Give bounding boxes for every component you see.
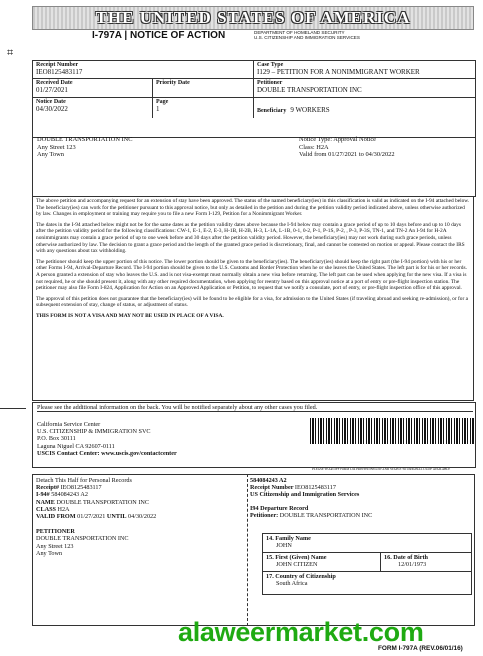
stub-receipt-label: Receipt# xyxy=(36,484,60,492)
family-name-cell xyxy=(263,534,471,553)
class-value: H2A xyxy=(316,143,329,151)
notice-date-value: 04/30/2022 xyxy=(36,105,68,113)
body-paragraph-2: The dates in the I-94 attached below might not be for the same dates as the petition validity dates above because the I-94 below may contain a grace period of up to 10 days before and up to 10 days after the petition validity period for the following classifications: CW-1, E-1, E-2, E-3, H-1B, H-2B, H-3, L-1A, L-1B, 0-1, 0-2, P-1, P-1S, P-2, , P-3, P-3S, TN-1, and TN-2 An I-94 for H-2A nonimmigrants may contain a grace period of up to one week before and 30 days after the petition validity period. However, the beneficiary(ies) may not work during such grace periods, unless otherwise authorized by law. The decision to grant a grace period and the length of the granted grace period is discretionary, final, and cannot be contested on motion or appeal. Please contact the IRS with any questions about tax withholding. xyxy=(36,221,465,255)
stub-class-label: CLASS xyxy=(36,505,56,513)
notice-date-label: Notice Date xyxy=(36,99,66,105)
class-row xyxy=(299,144,395,152)
sc-line-3: P.O. Box 30111 xyxy=(37,435,76,443)
stub-i94-label: I-94# xyxy=(36,491,50,499)
dob-label: 16. Date of Birth xyxy=(384,554,428,561)
contact-center-url: www.uscis.gov/contactcenter xyxy=(101,449,177,457)
valid-to-label: to xyxy=(358,151,364,159)
dob-cell xyxy=(381,553,471,572)
side-tag-icon: ⌗ xyxy=(7,47,14,59)
stub-name-value: DOUBLE TRANSPORTATION INC xyxy=(56,498,149,506)
footer-form-number: FORM I-797A (REV.06/01/16) xyxy=(378,645,463,652)
left-stub xyxy=(32,474,248,626)
beneficiary-label: Beneficiary xyxy=(257,108,287,114)
form-title: I-797A | NOTICE OF ACTION xyxy=(92,30,226,41)
stub-receipt-row xyxy=(36,484,156,491)
right-stub xyxy=(246,474,475,626)
notice-date-cell xyxy=(33,98,153,118)
stub-class-row xyxy=(36,506,156,513)
petitioner-cell xyxy=(254,79,475,98)
notice-type-row xyxy=(299,136,395,144)
top-table xyxy=(32,60,476,138)
case-type-cell xyxy=(254,61,475,79)
received-date-value: 01/27/2021 xyxy=(36,86,68,94)
not-a-visa-statement: THIS FORM IS NOT A VISA AND MAY NOT BE USED IN PLACE OF A VISA. xyxy=(36,312,224,319)
first-name-value: JOHN CITIZEN xyxy=(276,561,318,569)
valid-label: Valid from xyxy=(299,151,327,159)
stub-i94-row xyxy=(36,491,156,498)
valid-to-value: 04/30/2022 xyxy=(365,151,395,159)
notice-info xyxy=(299,136,395,159)
first-name-cell xyxy=(263,553,381,572)
barcode-icon xyxy=(310,418,474,444)
sc-line-4: Laguna Niguel CA 92607-0111 xyxy=(37,442,115,450)
first-name-label: 15. First (Given) Name xyxy=(266,554,327,561)
stub-i94-value: 584084243 A2 xyxy=(51,491,88,499)
contact-center-label: USCIS Contact Center: xyxy=(37,449,100,457)
receipt-cell xyxy=(33,61,254,79)
stub-valid-from: 01/27/2021 xyxy=(77,513,106,521)
body-paragraph-1: The above petition and accompanying request for an extension of stay have been approved. The status of the named beneficiary(ies) in this classification is valid as indicated on the I-94 attached below. The beneficiary(ies) can work for the petitioner pursuant to this approval notice, but only as detailed in the petition and during the petition validity period indicated above, unless otherwise authorized by law. Changes in employment or training may require you to file a new Form I-129, Petition for a Nonimmigrant Worker. xyxy=(36,198,470,218)
notice-type-label: Notice Type: xyxy=(299,136,332,143)
departure-record-label: I94 Departure Record xyxy=(250,504,309,512)
stub-petitioner-label: PETITIONER xyxy=(36,528,75,536)
body-paragraph-4: The approval of this petition does not guarantee that the beneficiary(ies) will be found to be eligible for a visa, for admission to the United States (if traveling abroad and seeking re-admission), or for a subsequent extension of stay, change of status, or adjustment of status. xyxy=(36,295,469,309)
case-type-label: Case Type xyxy=(257,62,284,68)
see-back-note: Please see the additional information on the back. You will be notified separately about any other cases you filed. xyxy=(37,404,473,412)
petitioner-label: Petitioner xyxy=(257,80,283,86)
petitioner-value: DOUBLE TRANSPORTATION INC xyxy=(257,86,362,94)
fold-mark xyxy=(0,408,26,409)
address-line-1: DOUBLE TRANSPORTATION INC xyxy=(37,136,133,143)
stub-pet-line-3: Any Town xyxy=(36,549,63,557)
agency-line-2: U.S. CITIZENSHIP AND IMMIGRATION SERVICES xyxy=(254,35,360,40)
body-paragraph-3: The petitioner should keep the upper portion of this notice. The lower portion should be given to the beneficiary(ies). The beneficiary(ies) should keep the right part (the I-94 portion) with his or her other Forms I-94, Arrival-Departure Record. The I-94 portion should be given to the U.S. Customs and Border Protection when he or she leaves the United States. The left part is for his or her records. A person granted a extension of stay who leaves the U.S. and is not visa-exempt must normally obtain a new visa before returning. The left part can be used when applying for the new visa. If a visa is not required, he or she should present it, along with any other required documentation, when applying for reentry based on this approval notice at a port of entry or pre-flight inspection station. The petitioner may also file Form I-824, Application for Action on an Approved Application or Petition, to request that we notify a consulate, port of entry, or pre-flight inspection office of this approval. xyxy=(36,258,467,292)
stub-pet-line-1: DOUBLE TRANSPORTATION INC xyxy=(36,535,129,543)
sc-line-2: U.S. CITIZENSHIP & IMMIGRATION SVC xyxy=(37,428,151,436)
agency-line-1: DEPARTMENT OF HOMELAND SECURITY xyxy=(254,30,345,35)
stub-valid-to: 04/30/2022 xyxy=(128,513,157,521)
watermark-text: alaweermarket.com xyxy=(178,617,424,647)
i94-fields xyxy=(262,533,472,595)
priority-date-cell xyxy=(153,79,254,98)
receipt-value: IEO8125483117 xyxy=(36,68,83,76)
country-cell xyxy=(263,572,471,594)
address-notice-box xyxy=(32,130,476,197)
class-label: Class: xyxy=(299,143,315,151)
mailing-address xyxy=(37,136,133,159)
country-value: South Africa xyxy=(276,580,308,588)
received-date-label: Received Date xyxy=(36,80,73,86)
stub-name-row xyxy=(36,499,156,506)
dob-value: 12/01/1973 xyxy=(398,561,427,569)
body-text-box xyxy=(32,196,474,401)
header-banner xyxy=(32,6,474,30)
case-type-value: I129 – PETITION FOR A NONIMMIGRANT WORKER xyxy=(257,68,420,76)
country-label: 17. Country of Citizenship xyxy=(266,573,336,580)
beneficiary-value: 9 WORKERS xyxy=(290,106,330,114)
valid-from-value: 01/27/2021 xyxy=(328,151,358,159)
agency-lines xyxy=(254,30,360,40)
right-i94-number: 584084243 A2 xyxy=(250,477,287,484)
address-line-3: Any Town xyxy=(37,151,64,159)
sc-line-1: California Service Center xyxy=(37,421,101,428)
right-agency: US Citizenship and Immigration Services xyxy=(250,491,360,499)
priority-date-label: Priority Date xyxy=(156,80,190,86)
right-receipt-value: IEO8125483117 xyxy=(294,484,336,492)
left-stub-content xyxy=(36,477,156,557)
service-center-address xyxy=(37,421,177,457)
family-name-label: 14. Family Name xyxy=(266,535,311,542)
page-cell xyxy=(153,98,254,118)
beneficiary-cell xyxy=(254,98,475,118)
family-name-value: JOHN xyxy=(276,542,292,550)
banner-title: THE UNITED STATES OF AMERICA xyxy=(95,8,411,27)
stub-until-label: UNTIL xyxy=(106,513,127,521)
right-petitioner-row xyxy=(250,512,372,519)
receipt-label: Receipt Number xyxy=(36,62,79,68)
valid-row xyxy=(299,151,395,159)
stub-valid-label: VALID FROM xyxy=(36,513,76,521)
right-stub-header xyxy=(250,477,372,519)
right-petitioner-label: Petitioner: xyxy=(250,511,279,519)
detach-note: Detach This Half for Personal Records xyxy=(36,477,132,484)
address-line-2: Any Street 123 xyxy=(37,143,76,151)
stub-receipt-value: IEO8125483117 xyxy=(60,484,102,492)
received-date-cell xyxy=(33,79,153,98)
stub-name-label: NAME xyxy=(36,498,55,506)
page-value: 1 xyxy=(156,105,160,113)
tear-off-note: PLEASE TEAR OFF FORM I-94 PRINTED BELOW AND STAPLE TO ORIGINAL I-94 IF AVAILABLE xyxy=(312,467,451,471)
stub-pet-line-2: Any Street 123 xyxy=(36,542,74,550)
right-receipt-label: Receipt Number xyxy=(250,484,294,492)
stub-valid-row xyxy=(36,513,156,520)
right-petitioner-value: DOUBLE TRANSPORTATION INC xyxy=(279,511,373,519)
right-receipt-row xyxy=(250,484,372,491)
page-label: Page xyxy=(156,99,169,105)
contact-center-row xyxy=(37,450,177,457)
notice-type-value: Approval Notice xyxy=(333,136,377,143)
stub-class-value: H2A xyxy=(57,505,70,513)
